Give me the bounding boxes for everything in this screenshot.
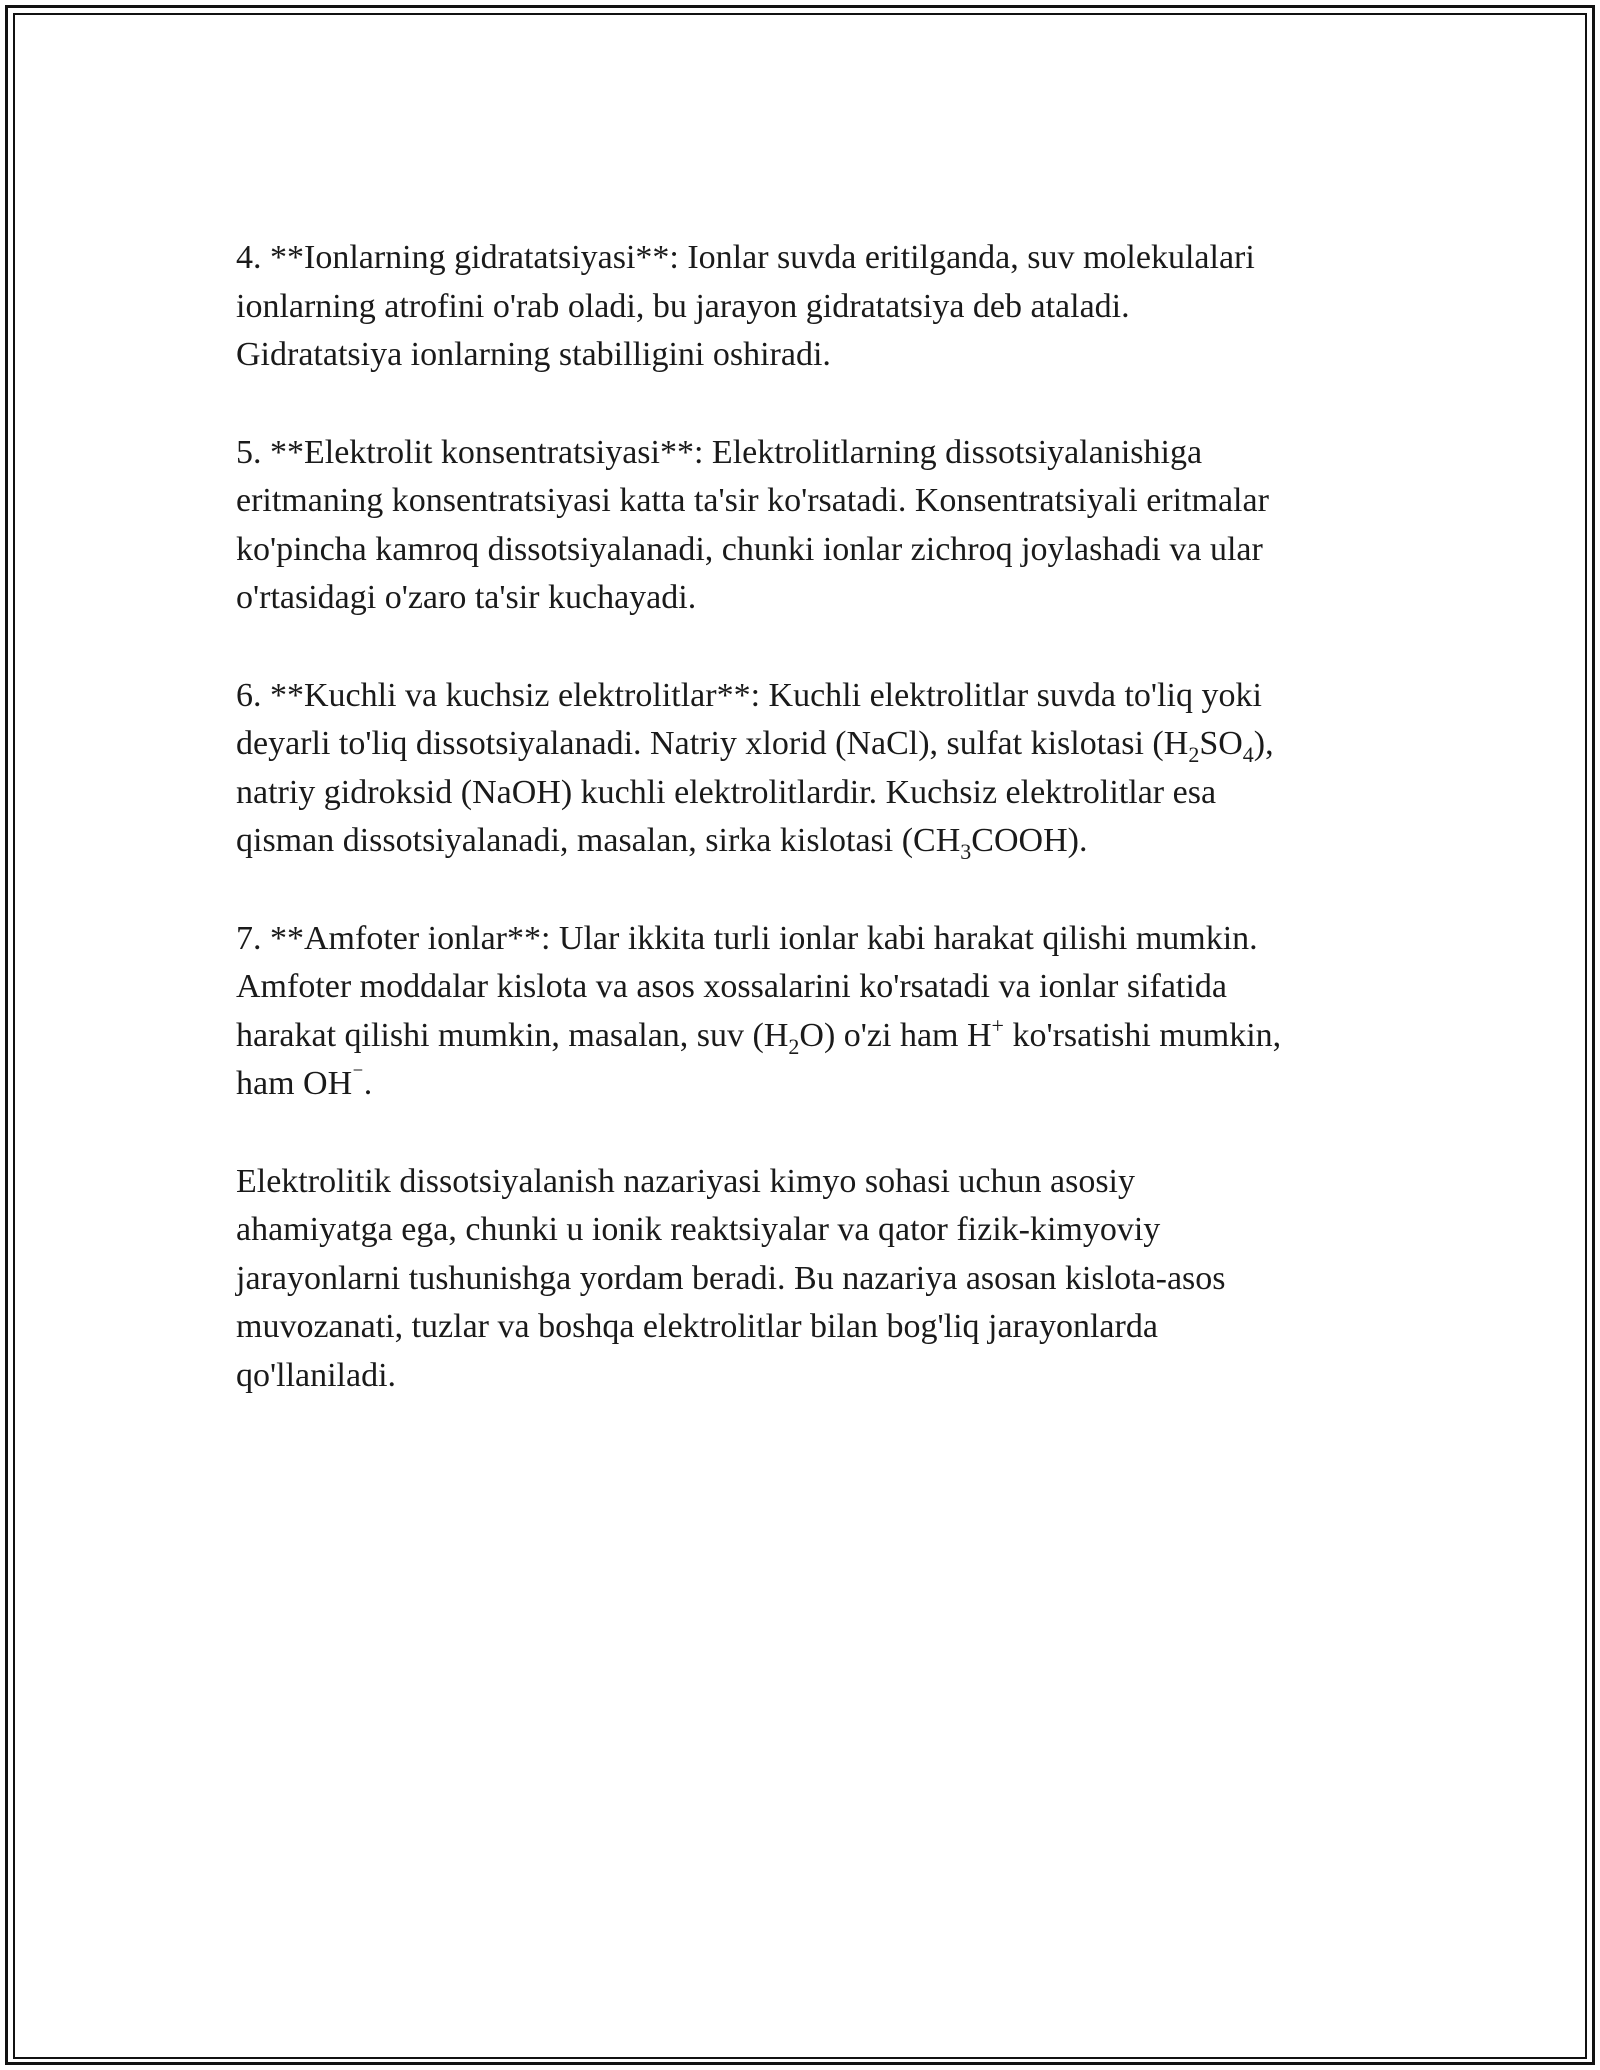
text-run: ), <box>1253 725 1274 762</box>
subscript: 2 <box>1188 742 1200 767</box>
text-line <box>236 1012 1376 1061</box>
paragraph-conclusion <box>236 1158 1376 1401</box>
text-run: SO <box>1199 725 1243 762</box>
paragraph-amphoteric-ions <box>236 915 1376 1109</box>
text-line: ko'pincha kamroq dissotsiyalanadi, chunki ionlar zichroq joylashadi va ular <box>236 530 1263 568</box>
paragraph-ion-hydration <box>236 234 1376 380</box>
text-line: natriy gidroksid (NaOH) kuchli elektrolitlardir. Kuchsiz elektrolitlar esa <box>236 773 1217 811</box>
text-line <box>236 1060 1376 1109</box>
subscript: 3 <box>960 839 972 864</box>
text-line: jarayonlarni tushunishga yordam beradi. Bu nazariya asosan kislota-asos <box>236 1259 1226 1297</box>
paragraph-electrolyte-concentration <box>236 429 1376 623</box>
subscript: 2 <box>788 1033 800 1059</box>
superscript: + <box>991 1012 1004 1038</box>
text-run: qisman dissotsiyalanadi, masalan, sirka kislotasi (CH <box>236 822 961 859</box>
text-line <box>236 817 1376 866</box>
text-run: COOH). <box>971 822 1088 859</box>
text-line: Amfoter moddalar kislota va asos xossalarini ko'rsatadi va ionlar sifatida <box>236 968 1227 1005</box>
text-run: deyarli to'liq dissotsiyalanadi. Natriy xlorid (NaCl), sulfat kislotasi (H <box>236 725 1189 762</box>
text-run: ko'rsatishi mumkin, <box>1003 1016 1282 1054</box>
paragraph-strong-weak-electrolytes <box>236 672 1376 866</box>
subscript: 4 <box>1242 742 1254 767</box>
text-run: O) o'zi ham H <box>799 1016 992 1054</box>
text-line: Gidratatsiya ionlarning stabilligini oshiradi. <box>236 336 831 373</box>
text-line: ionlarning atrofini o'rab oladi, bu jarayon gidratatsiya deb ataladi. <box>236 287 1130 325</box>
text-line <box>236 720 1376 769</box>
text-line: muvozanati, tuzlar va boshqa elektrolitlar bilan bog'liq jarayonlarda <box>236 1308 1158 1345</box>
text-line: qo'llaniladi. <box>236 1356 397 1394</box>
text-line: 7. **Amfoter ionlar**: Ular ikkita turli ionlar kabi harakat qilishi mumkin. <box>236 919 1258 957</box>
text-line: 4. **Ionlarning gidratatsiyasi**: Ionlar suvda eritilganda, suv molekulalari <box>236 239 1255 276</box>
text-line: o'rtasidagi o'zaro ta'sir kuchayadi. <box>236 579 697 616</box>
text-run: ham OH <box>236 1065 353 1102</box>
text-line: ahamiyatga ega, chunki u ionik reaktsiyalar va qator fizik-kimyoviy <box>236 1211 1161 1248</box>
text-line: Elektrolitik dissotsiyalanish nazariyasi kimyo sohasi uchun asosiy <box>236 1162 1135 1200</box>
text-run: harakat qilishi mumkin, masalan, suv (H <box>236 1016 789 1054</box>
document-body <box>236 234 1376 1449</box>
text-line: 6. **Kuchli va kuchsiz elektrolitlar**: Kuchli elektrolitlar suvda to'liq yoki <box>236 676 1262 714</box>
text-line: 5. **Elektrolit konsentratsiyasi**: Elektrolitlarning dissotsiyalanishiga <box>236 433 1203 471</box>
text-line: eritmaning konsentratsiyasi katta ta'sir ko'rsatadi. Konsentratsiyali eritmalar <box>236 482 1269 519</box>
text-run: . <box>363 1065 373 1102</box>
superscript: ⁻ <box>352 1061 364 1086</box>
